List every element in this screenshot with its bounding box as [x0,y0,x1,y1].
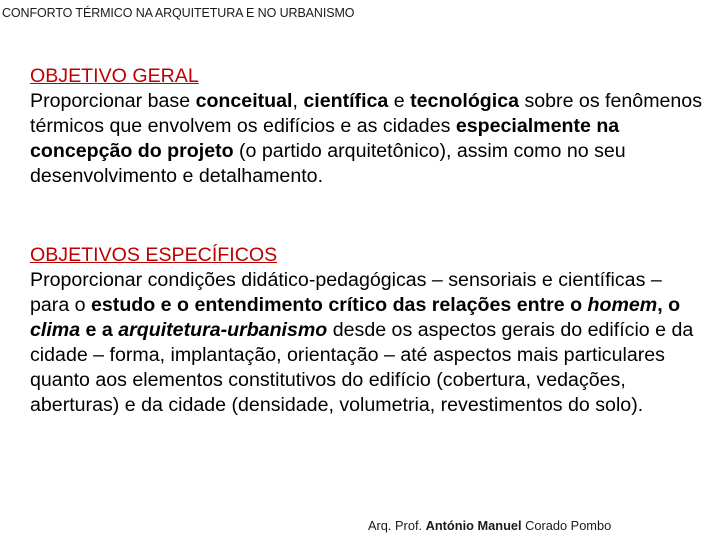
credit-bold-name: António Manuel [425,518,522,533]
bold-italic-run [30,319,80,341]
text-run: Proporcionar base [30,90,196,112]
specific-objectives-text [30,268,705,418]
credit-prefix: Arq. Prof. [368,518,426,533]
general-objective-section [30,64,705,189]
credit-suffix: Corado Pombo [521,518,612,533]
specific-objectives-section [30,243,705,418]
bold-italic-run [118,319,327,341]
italic-run: arquitetura-urbanismo [118,319,328,341]
italic-run: clima [30,319,81,341]
bold-run: estudo e o entendimento crítico das relações entre o [91,294,588,316]
bold-run: e a [80,319,119,341]
page-header: CONFORTO TÉRMICO NA ARQUITETURA E NO URBANISMO [2,6,355,20]
general-objective-text [30,89,705,189]
text-run: e [388,90,411,112]
author-credit [368,518,611,533]
text-run: , [292,90,304,112]
bold-italic-run [588,294,658,316]
bold-run: especialmente na concepção do projeto [30,115,620,162]
general-objective-heading: OBJETIVO GERAL [30,65,199,87]
text-run: (o partido arquitetônico), assim como no seu desenvolvimento e detalhamento. [30,140,626,187]
bold-run: conceitual [195,90,293,112]
bold-run: científica [303,90,389,112]
text-run: desde os aspectos gerais do edifício e da cidade – forma, implantação, orientação – até aspectos mais particulares quanto aos elementos constitutivos do edifício (cobertura, vedações, aberturas) e da cidade (densidade, volumetria, revestimentos do solo). [30,319,694,416]
bold-run: tecnológica [410,90,520,112]
specific-objectives-heading: OBJETIVOS ESPECÍFICOS [30,244,278,266]
text-run: Proporcionar condições didático-pedagógicas – sensoriais e científicas – para o [30,269,662,316]
italic-run: homem [587,294,658,316]
bold-run: , o [657,294,681,316]
text-run: sobre os fenômenos térmicos que envolvem os edifícios e as cidades [30,90,702,137]
